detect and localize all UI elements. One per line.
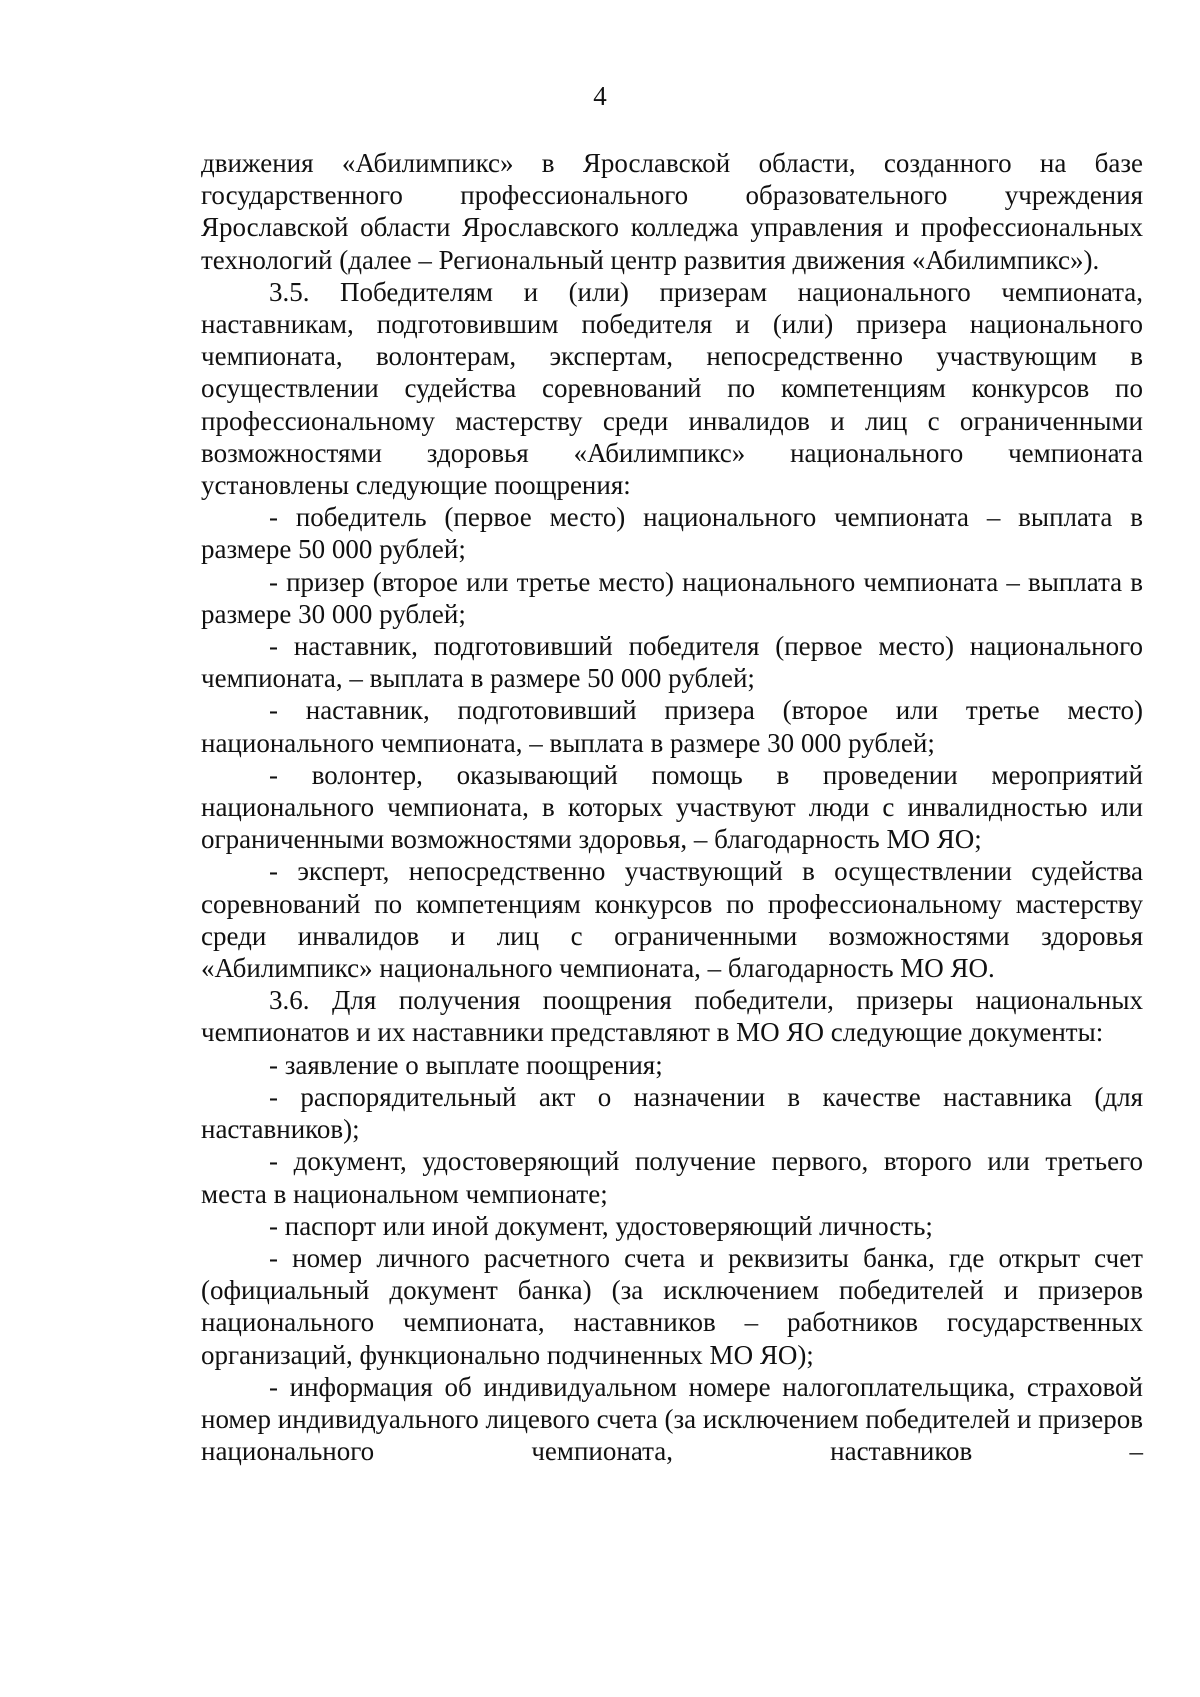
paragraph-abilympics-center: движения «Абилимпикс» в Ярославской области, созданного на базе государственного профессионального образовательного учреждения Ярославской области Ярославского колледжа управления и профессиональных технологий (далее – Региональный центр развития движения «Абилимпикс»). <box>201 148 1143 275</box>
list-item-appointment-act: - распорядительный акт о назначении в качестве наставника (для наставников); <box>201 1081 1143 1145</box>
list-item-mentor-winner: - наставник, подготовивший победителя (первое место) национального чемпионата, – выплата в размере 50 000 рублей; <box>201 631 1143 694</box>
list-item-prizewinner: - призер (второе или третье место) национального чемпионата – выплата в размере 30 000 рублей; <box>201 566 1143 629</box>
list-item-passport: - паспорт или иной документ, удостоверяющий личность; <box>269 1210 933 1241</box>
paragraph-3-5-rewards: 3.5. Победителям и (или) призерам национального чемпионата, наставникам, подготовившим победителя и (или) призера национального чемпионата, волонтерам, экспертам, непосредственно участвующим в осуществлении судейства соревнований по компетенциям конкурсов по профессиональному мастерству среди инвалидов и лиц с ограниченными возможностями здоровья «Абилимпикс» национального чемпионата установлены следующие поощрения: <box>201 276 1143 501</box>
document-body <box>201 147 1143 1467</box>
list-item-place-certificate: - документ, удостоверяющий получение первого, второго или третьего места в национальном чемпионате; <box>201 1146 1143 1209</box>
list-item-application: - заявление о выплате поощрения; <box>269 1049 663 1080</box>
list-item-winner: - победитель (первое место) национального чемпионата – выплата в размере 50 000 рублей; <box>201 502 1143 565</box>
list-item-mentor-prizewinner: - наставник, подготовивший призера (второе или третье место) национального чемпионата, – выплата в размере 30 000 рублей; <box>201 695 1143 758</box>
page-number: 4 <box>593 81 607 111</box>
list-item-tax-number: - информация об индивидуальном номере налогоплательщика, страховой номер индивидуального лицевого счета (за исключением победителей и призеров национального чемпионата, наставников – <box>201 1371 1143 1467</box>
list-item-volunteer: - волонтер, оказывающий помощь в проведении мероприятий национального чемпионата, в которых участвуют люди с инвалидностью или ограниченными возможностями здоровья, – благодарность МО ЯО; <box>201 759 1143 855</box>
list-item-bank-account: - номер личного расчетного счета и реквизиты банка, где открыт счет (официальный документ банка) (за исключением победителей и призеров национального чемпионата, наставников – работников государственных организаций, функционально подчиненных МО ЯО); <box>201 1242 1143 1370</box>
paragraph-3-6-documents: 3.6. Для получения поощрения победители, призеры национальных чемпионатов и их наставники представляют в МО ЯО следующие документы: <box>201 985 1143 1048</box>
list-item-expert: - эксперт, непосредственно участвующий в осуществлении судейства соревнований по компетенциям конкурсов по профессиональному мастерству среди инвалидов и лиц с ограниченными возможностями здоровья «Абилимпикс» национального чемпионата, – благодарность МО ЯО. <box>201 856 1143 984</box>
